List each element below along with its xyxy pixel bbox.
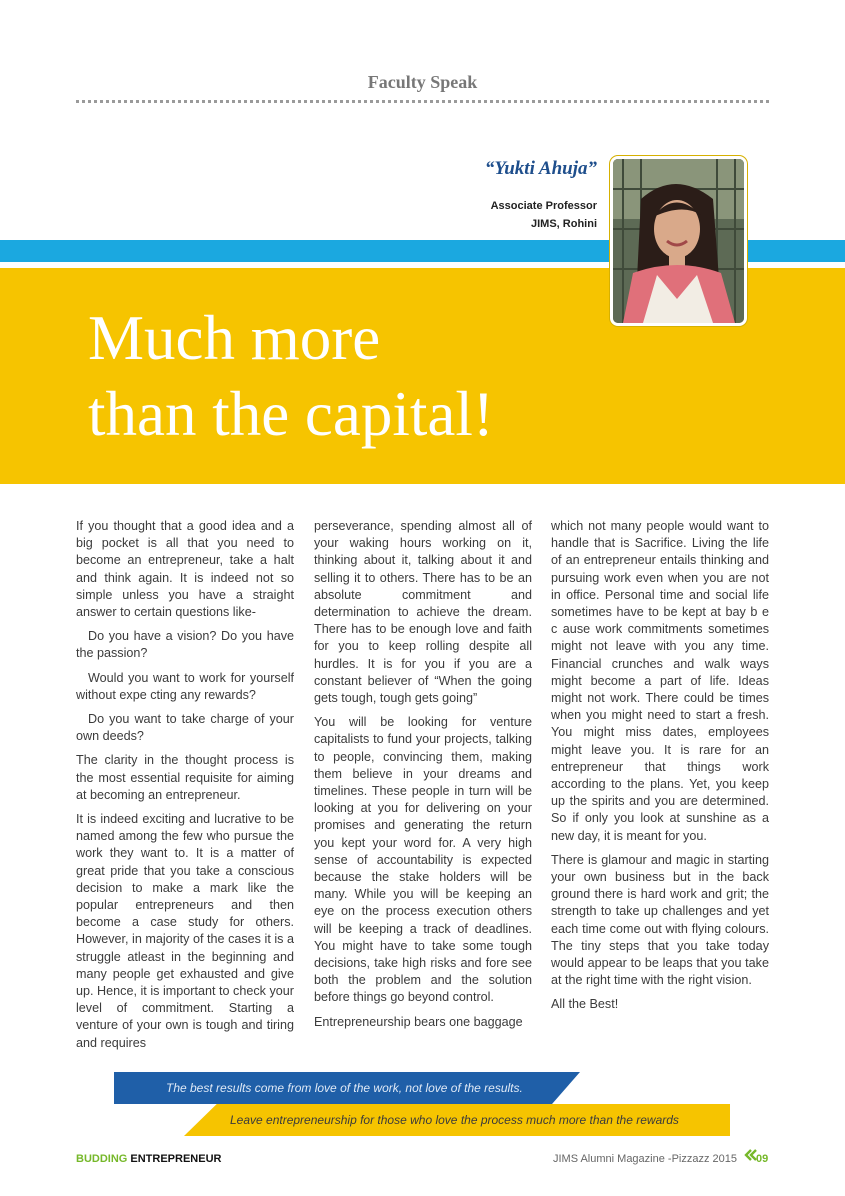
question: Do you want to take charge of your own deeds? (76, 712, 294, 744)
paragraph: There is glamour and magic in starting your own business but in the back ground there is hard work and grit; the strength to take up challenges and yet each time come out with flying colours. The tiny steps that you take today would appear to be leaps that you take at the right time with the right vision. (551, 852, 769, 988)
dotted-divider (76, 100, 769, 103)
paragraph: It is indeed exciting and lucrative to be named among the few who pursue the work they want to. It is a matter of great pride that you take a conscious decision to make a mark like the popular entrepreneurs and then become a case study for others. However, in majority of the cases it is a struggle atleast in the beginning and many people get exhausted and give up. Hence, it is important to check your level of commitment. Starting a venture of your own is tough and tiring and requires (76, 812, 294, 1050)
portrait-photo-icon (610, 156, 747, 326)
paragraph: which not many people would want to handle that is Sacrifice. Living the life of an entrepreneur entails thinking and pursuing work even when you are not in office. Personal time and social life sometimes have to be kept at bay b e c ause work commitments sometimes might not leave with you any time. Financial crunches and walk ways might become a part of life. Ideas might not work. There could be times when you might need to start a fresh. You might miss dates, employees might leave you. It is rare for an entrepreneur that things work according to the plans. Yet, you keep up the spirits and you are determined. So if only you look at sunshine as a new day, it is meant for you. (551, 519, 769, 843)
question: Do you have a vision? Do you have the passion? (76, 629, 294, 661)
author-name: “Yukti Ahuja” (484, 158, 597, 179)
page-number: 09 (756, 1153, 769, 1165)
section-title: Faculty Speak (367, 72, 478, 92)
article-column-1 (76, 518, 294, 1059)
quote-blue-text: The best results come from love of the work, not love of the results. (166, 1081, 523, 1095)
author-institution: JIMS, Rohini (531, 218, 597, 230)
paragraph: The clarity in the thought process is the most essential requisite for aiming at becoming an entrepreneur. (76, 753, 294, 802)
question: Would you want to work for yourself without expe cting any rewards? (76, 670, 294, 702)
author-role: Associate Professor (490, 200, 597, 212)
footer-brand-budding: BUDDING (76, 1153, 128, 1165)
portrait-illustration (613, 159, 744, 323)
footer-brand (76, 1153, 221, 1165)
paragraph: perseverance, spending almost all of your waking hours working on it, thinking about it, talking about it and selling it to others. There has to be an absolute commitment and determination to achieve the dream. There has to be enough love and faith for you to keep rolling despite all hurdles. It is for you if you are a constant believer of “When the going gets tough, tough gets going” (314, 519, 532, 706)
paragraph: You will be looking for venture capitalists to fund your projects, talking to people, convincing them, making them believe in your dreams and timelines. These people in turn will be looking at you for delivering on your promises and generating the return you kept your word for. A very high sense of accountability is expected because the stake holders will be many. While you will be keeping an eye on the process execution others will be keeping a track of deadlines. You might have to take some tough decisions, take high risks and fore see both the problem and the solution before things go beyond control. (314, 715, 532, 1005)
footer-magazine: JIMS Alumni Magazine -Pizzazz 2015 (552, 1153, 737, 1165)
paragraph: Entrepreneurship bears one baggage (314, 1014, 523, 1029)
footer-brand-entrepreneur: ENTREPRENEUR (130, 1153, 222, 1165)
headline-line-2: than the capital! (88, 379, 494, 449)
headline-line-1: Much more (88, 303, 381, 373)
sign-off: All the Best! (551, 997, 619, 1012)
quote-yellow-text: Leave entrepreneurship for those who love the process much more than the rewards (230, 1113, 679, 1127)
article-column-3 (551, 518, 769, 1021)
article-column-2 (314, 518, 532, 1038)
paragraph: If you thought that a good idea and a big pocket is all that you need to become an entrepreneur, take a halt and think again. It is indeed not so simple unless you have a straight answer to certain questions like- (76, 519, 294, 620)
headline (88, 300, 688, 452)
